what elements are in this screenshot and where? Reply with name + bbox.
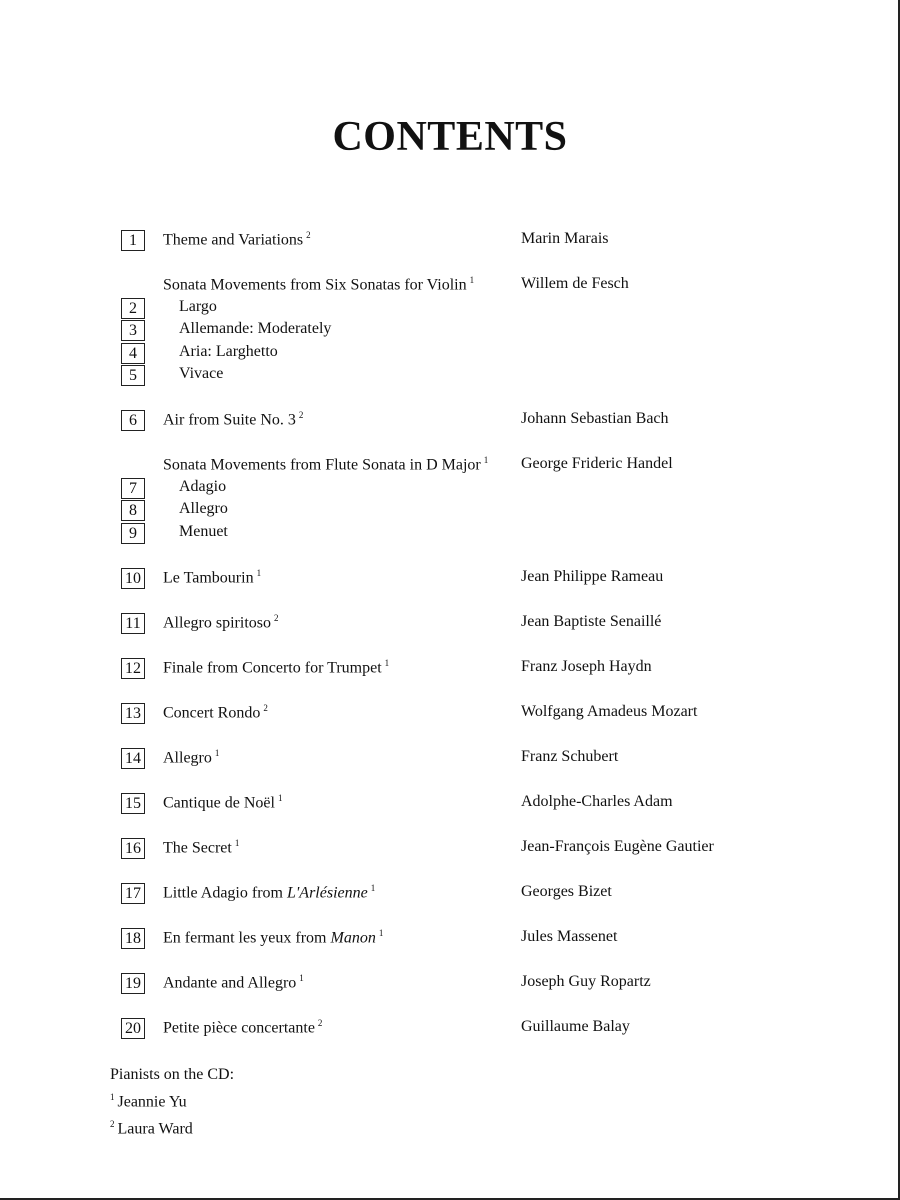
pianist-note: 1	[469, 275, 475, 285]
toc-entry-12	[0, 658, 900, 682]
composer: Franz Joseph Haydn	[521, 658, 652, 675]
piece-title: Allegro spiritoso $^2$	[163, 613, 279, 632]
toc-entry-16	[0, 838, 900, 862]
track-number: 17	[121, 883, 145, 904]
page-title: CONTENTS	[332, 114, 568, 160]
toc-entry-10	[0, 568, 900, 592]
track-number: 12	[121, 658, 145, 679]
composer: Johann Sebastian Bach	[521, 410, 669, 427]
pianist-2: $^2$ Laura Ward	[110, 1119, 193, 1138]
track-number: 2	[121, 298, 145, 319]
composer: Jean Philippe Rameau	[521, 568, 664, 585]
movement-title: Largo	[179, 298, 217, 315]
pianist-note: 1	[299, 973, 304, 983]
opera-title: L'Arlésienne	[286, 884, 368, 902]
pianist-note: 2	[263, 703, 268, 713]
piece-title: Concert Rondo $^2$	[163, 703, 268, 722]
track-number: 20	[121, 1018, 145, 1039]
pianist-note: 1	[378, 928, 384, 938]
toc-entry-7	[0, 478, 900, 502]
toc-entry-6	[0, 410, 900, 434]
composer: Marin Marais	[521, 230, 609, 247]
track-number: 15	[121, 793, 145, 814]
movement-title: Vivace	[179, 365, 224, 382]
pianist-note: 2	[317, 1018, 323, 1028]
toc-group-fesch	[0, 275, 900, 299]
toc-entry-2	[0, 298, 900, 322]
pianist-note: 1	[370, 883, 376, 893]
toc-entry-20	[0, 1018, 900, 1042]
pianist-note: 2	[306, 230, 311, 240]
pianist-footnotes	[110, 1063, 234, 1141]
track-number: 4	[121, 343, 145, 364]
piece-title: Theme and Variations $^2$	[163, 230, 311, 249]
toc-entry-3	[0, 320, 900, 344]
track-number: 11	[121, 613, 145, 634]
opera-title: Manon	[330, 929, 376, 947]
toc-entry-8	[0, 500, 900, 524]
composer: Georges Bizet	[521, 883, 612, 900]
pianist-1: $^1$ Jeannie Yu	[110, 1092, 187, 1111]
track-number: 6	[121, 410, 145, 431]
track-number: 7	[121, 478, 145, 499]
toc-entry-1	[0, 230, 900, 254]
piece-title: Little Adagio from L'Arlésienne $^1$	[163, 883, 376, 902]
movement-title: Adagio	[179, 478, 227, 495]
toc-entry-14	[0, 748, 900, 772]
toc-entry-11	[0, 613, 900, 637]
track-number: 8	[121, 500, 145, 521]
piece-title: Finale from Concerto for Trumpet $^1$	[163, 658, 390, 677]
track-number: 5	[121, 365, 145, 386]
piece-title: Cantique de Noël $^1$	[163, 793, 283, 812]
pianist-note: 1	[234, 838, 240, 848]
group-title: Sonata Movements from Flute Sonata in D Major $^1$	[163, 455, 489, 474]
composer: Guillaume Balay	[521, 1018, 630, 1035]
group-title: Sonata Movements from Six Sonatas for Violin $^1$	[163, 275, 475, 294]
track-number: 19	[121, 973, 145, 994]
pianist-note: 2	[274, 613, 279, 623]
footnotes-heading: Pianists on the CD:	[110, 1066, 235, 1083]
toc-entry-18	[0, 928, 900, 952]
piece-title: Allegro $^1$	[163, 748, 220, 767]
toc-entry-9	[0, 523, 900, 547]
piece-title: Le Tambourin $^1$	[163, 568, 262, 587]
toc-entry-17	[0, 883, 900, 907]
pianist-note: 1	[256, 568, 262, 578]
movement-title: Aria: Larghetto	[179, 343, 278, 360]
track-number: 1	[121, 230, 145, 251]
piece-title: Air from Suite No. 3 $^2$	[163, 410, 304, 429]
movement-title: Allegro	[179, 500, 228, 517]
toc-entry-15	[0, 793, 900, 817]
toc-entry-5	[0, 365, 900, 389]
track-number: 14	[121, 748, 145, 769]
track-number: 16	[121, 838, 145, 859]
pianist-note: 1	[384, 658, 390, 668]
track-number: 10	[121, 568, 145, 589]
movement-title: Allemande: Moderately	[179, 320, 332, 337]
pianist-note: 1	[214, 748, 220, 758]
composer: George Frideric Handel	[521, 455, 673, 472]
toc-entry-13	[0, 703, 900, 727]
piece-title: En fermant les yeux from Manon $^1$	[163, 928, 384, 947]
piece-title: Andante and Allegro $^1$	[163, 973, 304, 992]
track-number: 9	[121, 523, 145, 544]
pianist-note: 1	[277, 793, 283, 803]
toc-entry-19	[0, 973, 900, 997]
piece-title: The Secret $^1$	[163, 838, 240, 857]
pianist-note: 2	[298, 410, 304, 420]
pianist-note: 1	[483, 455, 489, 465]
composer: Willem de Fesch	[521, 275, 629, 292]
composer: Adolphe-Charles Adam	[521, 793, 673, 810]
track-number: 3	[121, 320, 145, 341]
track-number: 18	[121, 928, 145, 949]
composer: Jules Massenet	[521, 928, 618, 945]
composer: Jean Baptiste Senaillé	[521, 613, 662, 630]
composer: Franz Schubert	[521, 748, 619, 765]
composer: Joseph Guy Ropartz	[521, 973, 651, 990]
toc-entry-4	[0, 343, 900, 367]
composer: Jean-François Eugène Gautier	[521, 838, 714, 855]
piece-title: Petite pièce concertante $^2$	[163, 1018, 323, 1037]
composer: Wolfgang Amadeus Mozart	[521, 703, 698, 720]
track-number: 13	[121, 703, 145, 724]
movement-title: Menuet	[179, 523, 228, 540]
toc-group-handel	[0, 455, 900, 479]
